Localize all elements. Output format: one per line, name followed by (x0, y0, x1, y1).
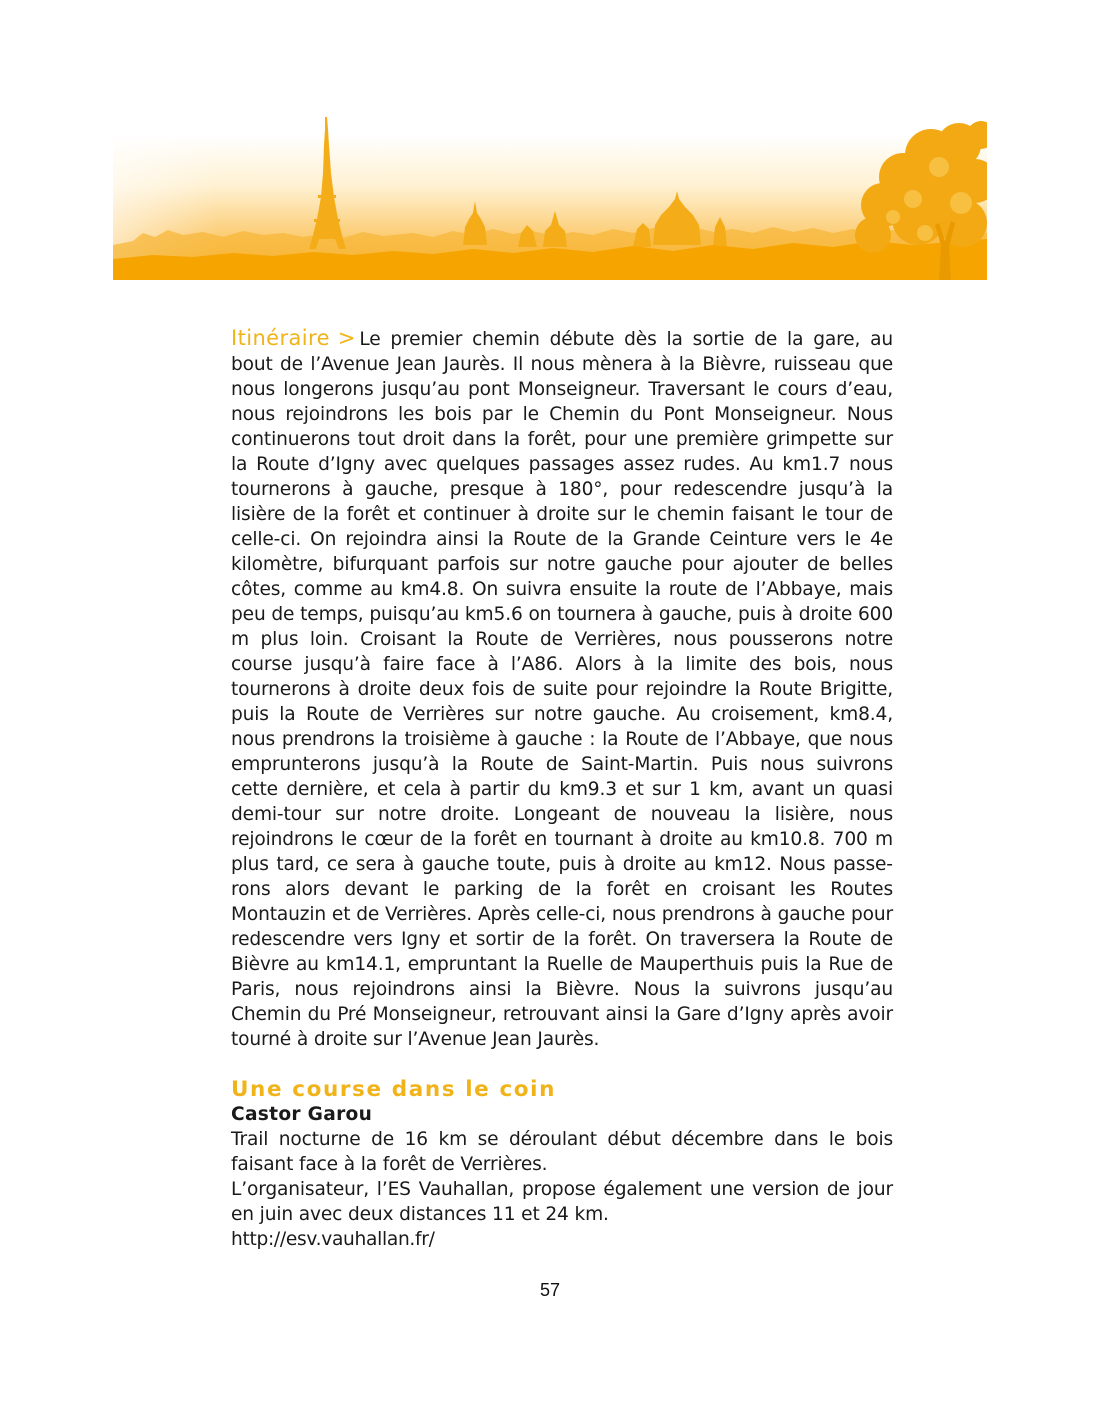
race-website-link[interactable]: http://esv.vauhallan.fr/ (231, 1229, 435, 1250)
page-number: 57 (539, 1280, 561, 1300)
paris-skyline-illustration (113, 115, 987, 280)
main-content (231, 326, 893, 1252)
chevron-right-icon: > (337, 326, 356, 350)
itinerary-label: Itinéraire (231, 326, 330, 350)
header-banner (113, 115, 987, 280)
race-organizer-note: L’organisateur, l’ES Vauhallan, propose également une version de jour en juin avec deux distances 11 et 24 km. (231, 1179, 893, 1225)
race-description: Trail nocturne de 16 km se déroulant début décembre dans le bois faisant face à la forêt de Verrières. (231, 1129, 893, 1175)
race-name: Castor Garou (231, 1104, 373, 1125)
itinerary-text: Le premier chemin débute dès la sortie de la gare, au bout de l’Avenue Jean Jaurès. Il nous mènera à la Bièvre, ruisseau que nous longerons jusqu’au pont Monseigneur. Traversant le cours d’eau, nous rejoindrons les bois par le Chemin du Pont Monseigneur. Nous continuerons tout droit dans la forêt, pour une première grimpette sur la Route d’Igny avec quelques passages assez rudes. Au km1.7 nous tournerons à gauche, presque à 180°, pour redescendre jusqu’à la lisière de la forêt et continuer à droite sur le chemin faisant le tour de celle-ci. On rejoindra ainsi la Route de la Grande Ceinture vers le 4e kilomètre, bifurquant parfois sur notre gauche pour ajouter de belles côtes, comme au km4.8. On suivra ensuite la route de l’Abbaye, mais peu de temps, puisqu’au km5.6 on tournera à gauche, puis à droite 600 m plus loin. Croisant la Route de Verrières, nous pousserons notre course jusqu’à faire face à l’A86. Alors à la limite des bois, nous tournerons à droite deux fois de suite pour rejoindre la Route Brigitte, puis la Route de Verrières sur notre gauche. Au croisement, km8.4, nous prendrons la troisième à gauche : la Route de l’Abbaye, que nous emprunterons jusqu’à la Route de Saint-Martin. Puis nous suivrons cette dernière, et cela à partir du km9.3 et sur 1 km, avant un quasi demi-tour sur notre droite. Longeant de nouveau la lisière, nous rejoindrons le cœur de la forêt en tournant à droite au km10.8. 700 m plus tard, ce sera à gauche toute, puis à droite au km12. Nous passerons alors devant le parking de la forêt en croisant les Routes Montauzin et de Verrières. Après celle-ci, nous prendrons à gauche pour redescendre vers Igny et sortir de la forêt. On traversera la Route de Bièvre au km14.1, empruntant la Ruelle de Mauperthuis puis la Rue de Paris, nous rejoindrons ainsi la Bièvre. Nous la suivrons jusqu’au Chemin du Pré Monseigneur, retrouvant ainsi la Gare d’Igny après avoir tourné à droite sur l’Avenue Jean Jaurès. (231, 329, 893, 1050)
section-title: Une course dans le coin (231, 1077, 557, 1102)
itinerary-paragraph (231, 326, 893, 1052)
